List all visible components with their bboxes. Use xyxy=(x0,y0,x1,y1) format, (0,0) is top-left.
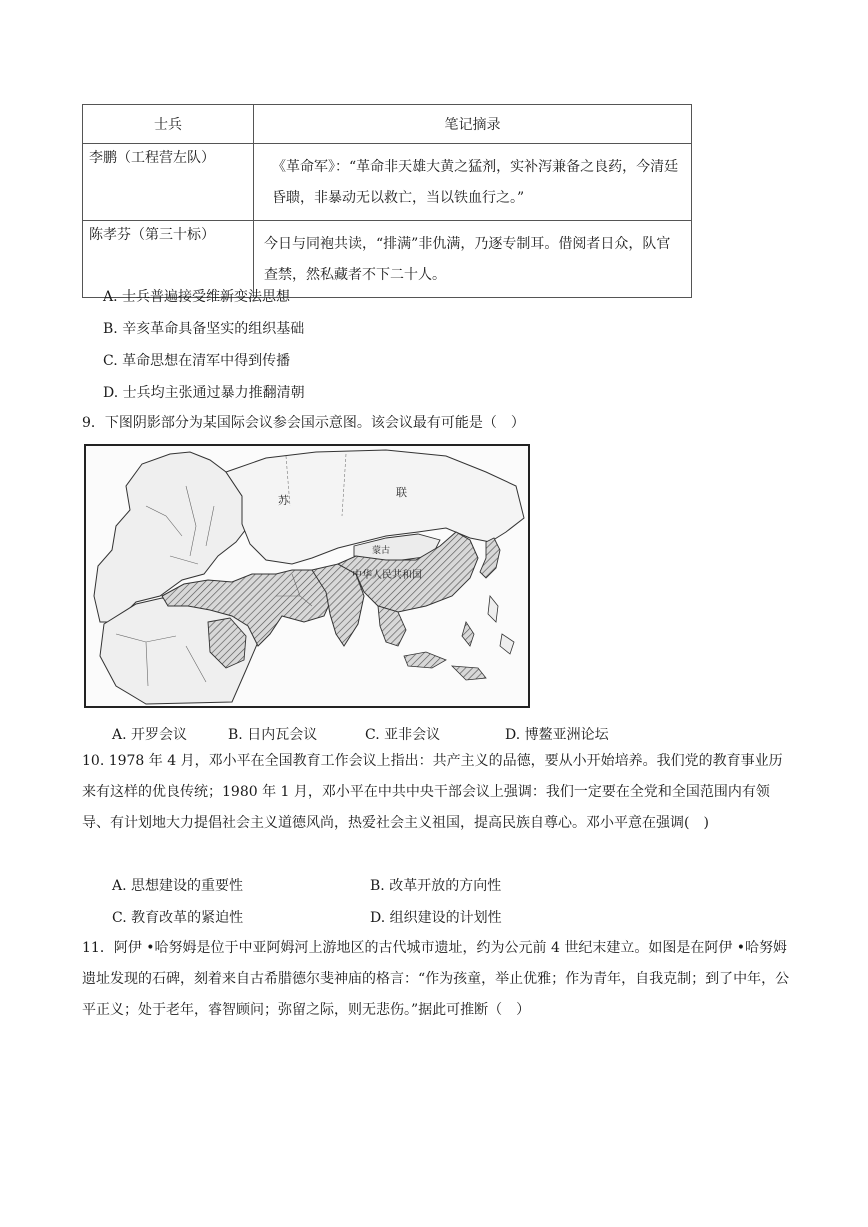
map-label-su: 苏 xyxy=(278,494,289,507)
q9-stem: 9．下图阴影部分为某国际会议参会国示意图。该会议最有可能是（ ） xyxy=(82,415,525,431)
q9-option-c[interactable]: C. 亚非会议 xyxy=(365,727,441,743)
map-label-mongolia: 蒙古 xyxy=(372,546,391,556)
map-image xyxy=(86,446,528,706)
q9-option-b[interactable]: B. 日内瓦会议 xyxy=(228,727,318,743)
conference-map xyxy=(84,444,530,708)
soldier-name-cell: 李鹏（工程营左队） xyxy=(83,144,254,221)
q10-stem: 10. 1978 年 4 月，邓小平在全国教育工作会议上指出：共产主义的品德，要从小开始培养。我们党的教育事业历来有这样的优良传统；1980 年 1 月，邓小平在中共中央干部会议上强调：我们一定要在全党和全国范围内有领导、有计划地大力提倡社会主义道德风尚，热爱社会主义祖国，提高民族自尊心。邓小平意在强调( ) xyxy=(82,753,783,831)
column-header-excerpt: 笔记摘录 xyxy=(254,105,692,144)
column-header-soldier: 士兵 xyxy=(83,105,254,144)
q9-option-a[interactable]: A. 开罗会议 xyxy=(112,727,188,743)
table-header-row xyxy=(83,105,692,144)
q10-option-d[interactable]: D. 组织建设的计划性 xyxy=(370,910,502,926)
excerpt-cell: 《革命军》：“革命非天雄大黄之猛剂，实补泻兼备之良药，今清廷昏聩，非暴动无以救亡，当以铁血行之。” xyxy=(254,144,692,221)
q10-option-c[interactable]: C. 教育改革的紧迫性 xyxy=(112,910,244,926)
q9-option-d[interactable]: D. 博鳌亚洲论坛 xyxy=(505,727,609,743)
q10-option-a[interactable]: A. 思想建设的重要性 xyxy=(112,878,244,894)
q8-option-c[interactable]: C. 革命思想在清军中得到传播 xyxy=(103,353,291,369)
q11-stem: 11．阿伊 •哈努姆是位于中亚阿姆河上游地区的古代城市遗址，约为公元前 4 世纪末建立。如图是在阿伊 •哈努姆遗址发现的石碑，刻着来自古希腊德尔斐神庙的格言：“作为孩童，举止优雅；作为青年，自我克制；到了中年，公平正义；处于老年，睿智顾问；弥留之际，则无悲伤。”据此可推断（ ） xyxy=(82,940,790,1018)
q8-option-b[interactable]: B. 辛亥革命具备坚实的组织基础 xyxy=(103,321,305,337)
soldier-notes-table xyxy=(82,104,692,298)
map-label-lian: 联 xyxy=(396,486,407,499)
q10-option-b[interactable]: B. 改革开放的方向性 xyxy=(370,878,502,894)
soldier-name-cell: 陈孝芬（第三十标） xyxy=(83,221,254,298)
table-row xyxy=(83,144,692,221)
map-label-prc: 中华人民共和国 xyxy=(352,570,422,581)
q8-option-a[interactable]: A. 士兵普遍接受维新变法思想 xyxy=(103,289,291,305)
excerpt-cell: 今日与同袍共读，“排满”非仇满，乃逐专制耳。借阅者日众，队官查禁，然私藏者不下二十人。 xyxy=(254,221,692,298)
q8-option-d[interactable]: D. 士兵均主张通过暴力推翻清朝 xyxy=(103,385,305,401)
